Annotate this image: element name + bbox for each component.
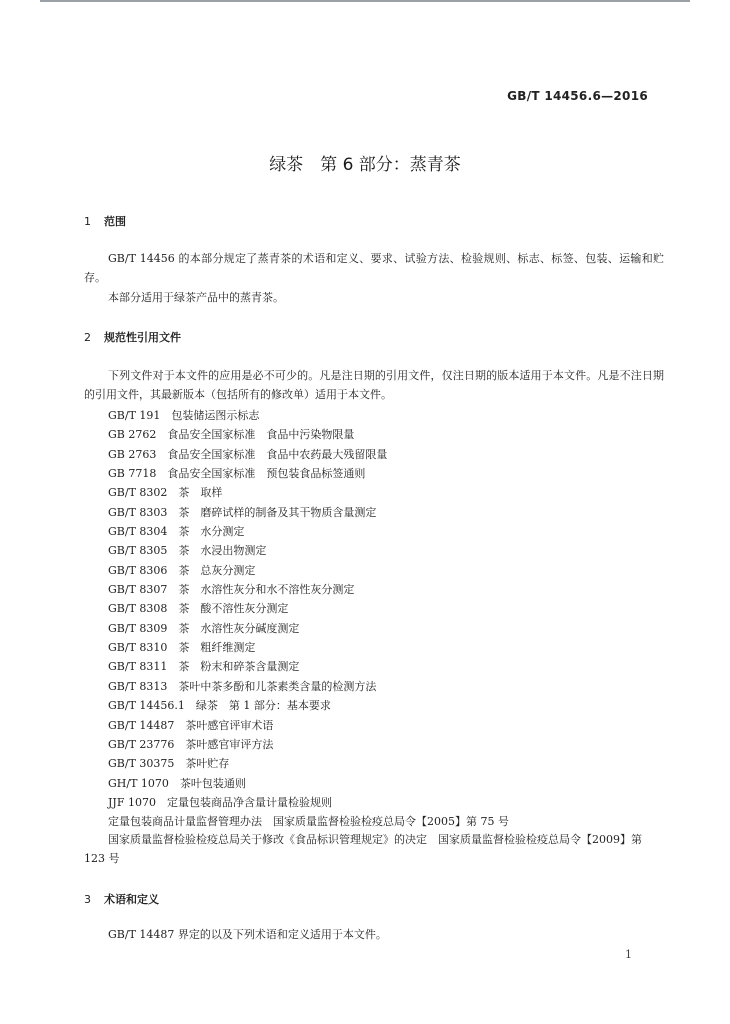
section-number: 3: [84, 893, 91, 906]
reference-item-wrapped: 国家质量监督检验检疫总局关于修改《食品标识管理规定》的决定 国家质量监督检验检疫总局令【2009】第 123 号: [84, 833, 642, 865]
terms-paragraph: GB/T 14487 界定的以及下列术语和定义适用于本文件。: [108, 928, 387, 941]
document-title: 绿茶 第 6 部分：蒸青茶: [269, 155, 461, 175]
reference-item: GB/T 8305 茶 水浸出物测定: [108, 544, 267, 558]
page-number: 1: [625, 948, 632, 961]
reference-item: GB/T 191 包装储运图示标志: [108, 409, 260, 422]
reference-item: 定量包装商品计量监督管理办法 国家质量监督检验检疫总局令【2005】第 75 号: [108, 815, 509, 829]
reference-item: GB/T 8308 茶 酸不溶性灰分测定: [108, 602, 289, 616]
reference-item: GB/T 8304 茶 水分测定: [108, 525, 245, 539]
reference-item: JJF 1070 定量包装商品净含量计量检验规则: [108, 795, 332, 809]
section-title: 规范性引用文件: [104, 331, 181, 344]
section-number: 1: [84, 215, 91, 228]
reference-item: GB 7718 食品安全国家标准 预包装食品标签通则: [108, 467, 366, 481]
reference-item: GB/T 8303 茶 磨碎试样的制备及其干物质含量测定: [108, 505, 377, 519]
top-rule: [40, 0, 690, 2]
standard-code: GB/T 14456.6—2016: [507, 89, 648, 103]
reference-item: GB/T 8307 茶 水溶性灰分和水不溶性灰分测定: [108, 583, 355, 597]
reference-item: GB/T 8310 茶 粗纤维测定: [108, 641, 256, 655]
scope-paragraph-1: GB/T 14456 的本部分规定了蒸青茶的术语和定义、要求、试验方法、检验规则、标志、标签、包装、运输和贮存。: [84, 252, 664, 284]
section-heading-terms: [84, 891, 159, 907]
reference-item: GB/T 14456.1 绿茶 第 1 部分：基本要求: [108, 699, 331, 713]
scope-paragraph-2: 本部分适用于绿茶产品中的蒸青茶。: [108, 291, 284, 304]
reference-item: GB/T 8313 茶叶中茶多酚和儿茶素类含量的检测方法: [108, 679, 377, 693]
reference-item: GB/T 8306 茶 总灰分测定: [108, 563, 256, 577]
reference-item: GB/T 8302 茶 取样: [108, 486, 223, 500]
section-number: 2: [84, 331, 91, 344]
reference-list: [108, 406, 509, 832]
reference-item: GB/T 8309 茶 水溶性灰分碱度测定: [108, 621, 300, 635]
section-title: 范围: [104, 215, 126, 228]
reference-item: GB 2763 食品安全国家标准 食品中农药最大残留限量: [108, 447, 388, 461]
reference-item: GB/T 8311 茶 粉末和碎茶含量测定: [108, 660, 300, 674]
reference-item: GB/T 30375 茶叶贮存: [108, 757, 230, 771]
reference-item: GB/T 14487 茶叶感官评审术语: [108, 718, 274, 732]
section-title: 术语和定义: [104, 893, 159, 906]
section-heading-scope: [84, 213, 126, 229]
section-heading-normative-references: [84, 329, 181, 345]
reference-item: GB 2762 食品安全国家标准 食品中污染物限量: [108, 428, 355, 442]
reference-item: GH/T 1070 茶叶包装通则: [108, 776, 246, 790]
references-intro: 下列文件对于本文件的应用是必不可少的。凡是注日期的引用文件，仅注日期的版本适用于本文件。凡是不注日期的引用文件，其最新版本（包括所有的修改单）适用于本文件。: [84, 369, 664, 401]
reference-item: GB/T 23776 茶叶感官审评方法: [108, 737, 274, 751]
